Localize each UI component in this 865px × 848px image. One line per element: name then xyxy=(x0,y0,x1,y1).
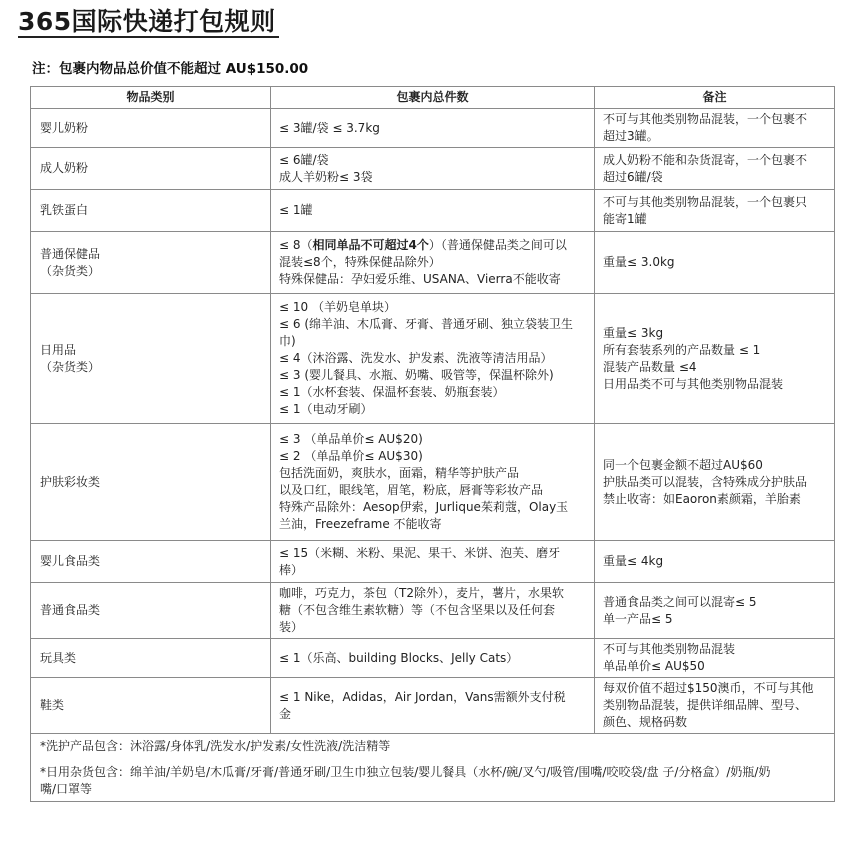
footer-notes xyxy=(31,734,835,802)
footer-note xyxy=(40,764,825,798)
table-row xyxy=(31,190,835,232)
remarks-line: 重量≤ 3kg xyxy=(603,325,664,340)
category-line: 日用品 xyxy=(40,342,77,357)
remarks-line: 不可与其他类别物品混装，一个包裹不 xyxy=(603,112,808,126)
remarks-line: 所有套装系列的产品数量 ≤ 1 xyxy=(603,342,761,357)
table-row xyxy=(31,148,835,190)
remarks-cell xyxy=(595,232,835,294)
count-line: 糖（不包含维生素软糖）等（不包含坚果以及任何套 xyxy=(279,603,556,617)
count-line: ≤ 1（电动牙刷） xyxy=(279,402,373,416)
count-line: 特殊产品除外：Aesop伊索，Jurlique茱莉蔻，Olay玉 xyxy=(279,500,569,514)
remarks-cell xyxy=(595,190,835,232)
table-row xyxy=(31,294,835,424)
count-line: 混装≤8个，特殊保健品除外） xyxy=(279,255,441,269)
remarks-line: 能寄1罐 xyxy=(603,211,647,226)
count-line: ≤ 15（米糊、米粉、果泥、果干、米饼、泡芙、磨牙 xyxy=(279,545,561,560)
category-cell xyxy=(31,424,271,541)
count-cell xyxy=(271,294,595,424)
count-cell xyxy=(271,583,595,639)
remarks-line: 类别物品混装，提供详细品牌、型号、 xyxy=(603,698,808,712)
category-line: 玩具类 xyxy=(40,650,77,665)
remarks-line: 每双价值不超过$150澳币，不可与其他 xyxy=(603,681,814,695)
count-cell xyxy=(271,639,595,678)
remarks-line: 颜色、规格码数 xyxy=(603,715,688,729)
category-line: 婴儿奶粉 xyxy=(40,120,89,135)
table-header-row xyxy=(31,87,835,109)
count-line: 特殊保健品：孕妇爱乐维、USANA、Vierra不能收寄 xyxy=(279,272,561,286)
table-row xyxy=(31,541,835,583)
count-line: ≤ 1罐 xyxy=(279,203,313,217)
count-cell xyxy=(271,148,595,190)
category-cell xyxy=(31,583,271,639)
category-cell xyxy=(31,294,271,424)
category-cell xyxy=(31,678,271,734)
remarks-cell xyxy=(595,583,835,639)
table-row xyxy=(31,583,835,639)
title-underline xyxy=(18,36,279,38)
count-line: ≤ 3 （单品单价≤ AU$20) xyxy=(279,432,423,446)
count-cell xyxy=(271,232,595,294)
count-cell xyxy=(271,109,595,148)
count-cell xyxy=(271,424,595,541)
category-line: 护肤彩妆类 xyxy=(40,474,101,489)
count-line: 包括洗面奶，爽肤水，面霜，精华等护肤产品 xyxy=(279,466,520,480)
category-cell xyxy=(31,232,271,294)
count-line: ≤ 3 (婴儿餐具、水瓶、奶嘴、吸管等，保温杯除外) xyxy=(279,368,554,382)
count-line: ≤ 1（乐高、building Blocks、Jelly Cats） xyxy=(279,650,519,665)
category-line: （杂货类） xyxy=(40,359,101,374)
remarks-line: 重量≤ 4kg xyxy=(603,554,664,568)
footer-note-line: *洗护产品包含：沐浴露/身体乳/洗发水/护发素/女性洗液/洗洁精等 xyxy=(40,739,391,753)
packing-rules-table xyxy=(30,86,835,802)
remarks-cell xyxy=(595,148,835,190)
category-line: （杂货类） xyxy=(40,263,101,278)
category-cell xyxy=(31,639,271,678)
count-line: 金 xyxy=(279,706,292,721)
table-row xyxy=(31,678,835,734)
remarks-line: 混装产品数量 ≤4 xyxy=(603,359,697,374)
remarks-line: 超过3罐。 xyxy=(603,129,659,143)
category-cell xyxy=(31,148,271,190)
remarks-line: 护肤品类可以混装，含特殊成分护肤品 xyxy=(603,474,808,489)
remarks-line: 单一产品≤ 5 xyxy=(603,611,673,626)
count-line: ≤ 2 （单品单价≤ AU$30) xyxy=(279,449,423,463)
table-row xyxy=(31,639,835,678)
category-line: 普通保健品 xyxy=(40,246,101,261)
category-cell xyxy=(31,190,271,232)
remarks-line: 同一个包裹金额不超过AU$60 xyxy=(603,457,763,472)
table-row xyxy=(31,109,835,148)
category-cell xyxy=(31,109,271,148)
page-title: 365国际快递打包规则 xyxy=(18,7,276,36)
count-line: ≤ 6 (绵羊油、木瓜膏、牙膏、普通牙刷、独立袋装卫生 xyxy=(279,317,574,331)
count-cell xyxy=(271,190,595,232)
count-line: ≤ 1（水杯套装、保温杯套装、奶瓶套装） xyxy=(279,385,505,399)
table-row xyxy=(31,232,835,294)
count-line: ≤ 10 （羊奶皂单块） xyxy=(279,300,396,314)
header-category: 物品类别 xyxy=(31,87,271,109)
remarks-cell xyxy=(595,541,835,583)
count-line: 咖啡，巧克力，茶包（T2除外），麦片，薯片，水果软 xyxy=(279,586,564,600)
remarks-cell xyxy=(595,109,835,148)
category-line: 乳铁蛋白 xyxy=(40,203,89,217)
category-cell xyxy=(31,541,271,583)
count-line: 巾) xyxy=(279,334,296,348)
remarks-line: 重量≤ 3.0kg xyxy=(603,255,675,269)
emphasis-text: 相同单品不可超过4个 xyxy=(312,238,429,252)
remarks-line: 成人奶粉不能和杂货混寄，一个包裹不 xyxy=(603,152,808,167)
remarks-cell xyxy=(595,639,835,678)
category-line: 婴儿食品类 xyxy=(40,554,101,568)
count-line: 兰油，Freezeframe 不能收寄 xyxy=(279,517,442,531)
remarks-line: 不可与其他类别物品混装，一个包裹只 xyxy=(603,194,808,209)
count-line: 装） xyxy=(279,620,304,634)
footer-note xyxy=(40,738,825,755)
category-line: 鞋类 xyxy=(40,698,65,712)
count-line: ≤ 3罐/袋 ≤ 3.7kg xyxy=(279,120,380,135)
count-line: ≤ 4（沐浴露、洗发水、护发素、洗液等清洁用品） xyxy=(279,351,553,365)
remarks-line: 禁止收寄：如Eaoron素颜霜，羊胎素 xyxy=(603,491,801,506)
header-remarks: 备注 xyxy=(595,87,835,109)
remarks-line: 普通食品类之间可以混寄≤ 5 xyxy=(603,594,757,609)
count-line: 成人羊奶粉≤ 3袋 xyxy=(279,169,373,184)
table-body xyxy=(31,109,835,734)
category-line: 普通食品类 xyxy=(40,603,101,617)
value-limit-note: 注：包裹内物品总价值不能超过 AU$150.00 xyxy=(32,61,309,77)
footer-note-line: 嘴/口罩等 xyxy=(40,782,93,796)
count-line: 以及口红，眼线笔，眉笔，粉底，唇膏等彩妆产品 xyxy=(279,483,544,497)
category-line: 成人奶粉 xyxy=(40,161,89,175)
count-line: 棒） xyxy=(279,562,304,577)
remarks-line: 不可与其他类别物品混装 xyxy=(603,642,736,656)
remarks-cell xyxy=(595,678,835,734)
header-count: 包裹内总件数 xyxy=(271,87,595,109)
remarks-cell xyxy=(595,424,835,541)
count-cell xyxy=(271,678,595,734)
remarks-line: 日用品类不可与其他类别物品混装 xyxy=(603,376,784,391)
count-line: ≤ 6罐/袋 xyxy=(279,152,329,167)
count-line: ≤ 1 Nike，Adidas，Air Jordan，Vans需额外支付税 xyxy=(279,689,566,704)
count-cell xyxy=(271,541,595,583)
remarks-cell xyxy=(595,294,835,424)
remarks-line: 单品单价≤ AU$50 xyxy=(603,659,705,673)
table-row xyxy=(31,424,835,541)
remarks-line: 超过6罐/袋 xyxy=(603,169,663,184)
footer-note-line: *日用杂货包含：绵羊油/羊奶皂/木瓜膏/牙膏/普通牙刷/卫生巾独立包装/婴儿餐具（水杯/碗/叉勺/吸管/围嘴/咬咬袋/盘 子/分格盒）/奶瓶/奶 xyxy=(40,765,771,779)
count-line: ≤ 8（相同单品不可超过4个）（普通保健品类之间可以 xyxy=(279,238,567,252)
footer-notes-row xyxy=(31,734,835,802)
